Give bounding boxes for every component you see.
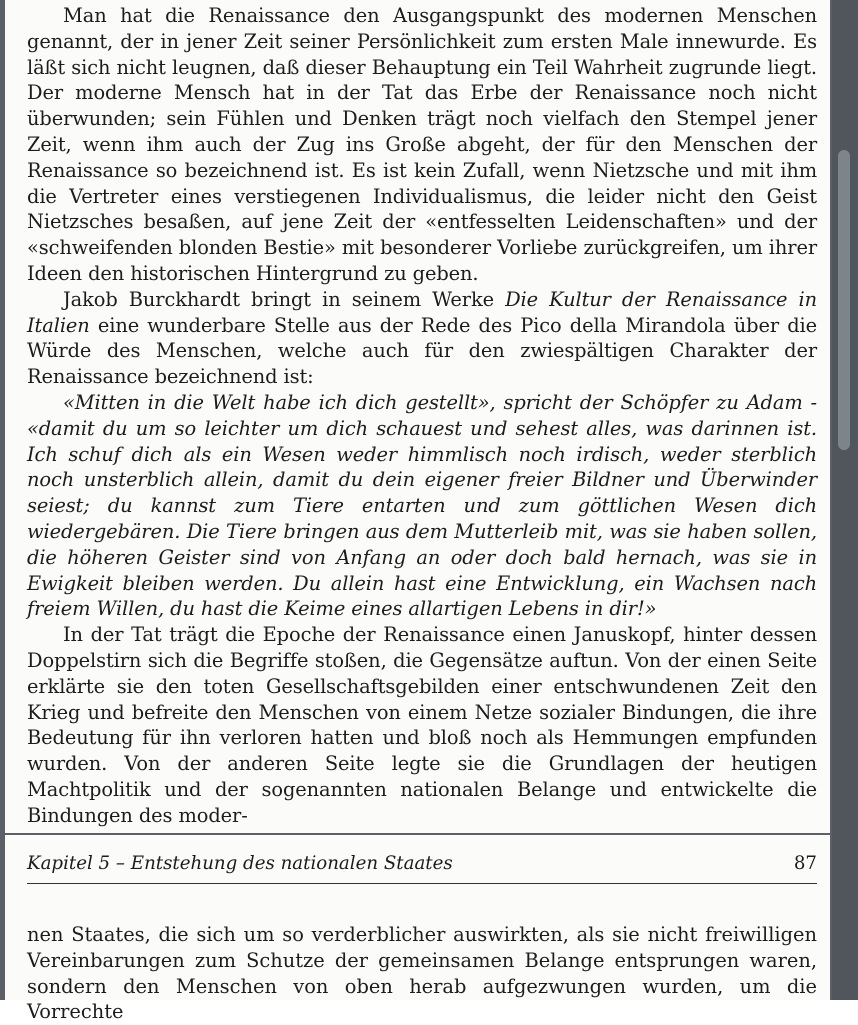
vertical-scrollbar[interactable]: [832, 0, 858, 1000]
paragraph-burckhardt: [27, 287, 817, 390]
page-86: [5, 0, 830, 833]
paragraph-burckhardt-rest: eine wunderbare Stelle aus der Rede des Pico della Mirandola über die Würde des Menschen, welche auch für den zwiespältigen Charakter der Renaissance bezeichnend ist:: [27, 313, 817, 389]
paragraph-continuation: nen Staates, die sich um so verderblicher auswirkten, als sie nicht freiwilligen Vereinbarungen zum Schutze der gemeinsamen Belange entsprungen waren, sondern den Menschen von oben herab aufgezwungen wurden, um die Vorrechte: [27, 923, 817, 1024]
book-title: Die Kultur der Renaissance in Italien: [27, 287, 817, 337]
paragraph-renaissance-intro: Man hat die Renaissance den Ausgangspunkt des modernen Menschen genannt, der in jener Zeit seiner Persönlichkeit zum ersten Male innewurde. Es läßt sich nicht leugnen, daß dieser Behauptung ein Teil Wahrheit zugrunde liegt. Der moderne Mensch hat in der Tat das Erbe der Renaissance noch nicht überwunden; sein Fühlen und Denken trägt noch vielfach den Stempel jener Zeit, wenn ihm auch der Zug ins Große abgeht, der für den Menschen der Renaissance so bezeichnend ist. Es ist kein Zufall, wenn Nietzsche und mit ihm die Vertreter eines verstiegenen Individualismus, die leider nicht den Geist Nietzsches besaßen, auf jene Zeit der «entfesselten Leidenschaften» und der «schweifenden blonden Bestie» mit besonderer Vorliebe zurückgreifen, um ihrer Ideen den historischen Hintergrund zu geben.: [27, 4, 817, 285]
header-rule: [27, 883, 817, 884]
pico-quote: «Mitten in die Welt habe ich dich gestellt», spricht der Schöpfer zu Adam - «damit du um so leichter um dich schauest und sehest alles, was darinnen ist. Ich schuf dich als ein Wesen weder himmlisch noch irdisch, weder sterblich noch unsterblich allein, damit du dein eigener freier Bildner und Überwinder seiest; du kannst zum Tiere entarten und zum göttlichen Wesen dich wiedergebären. Die Tiere bringen aus dem Mutterleib mit, was sie haben sollen, die höheren Geister sind von Anfang an oder doch bald hernach, was sie in Ewigkeit bleiben werden. Du allein hast eine Entwicklung, ein Wachsen nach freiem Willen, du hast die Keime eines allartigen Lebens in dir!»: [27, 390, 817, 621]
page-header: [27, 853, 817, 879]
page-87-body: [27, 922, 817, 1025]
running-head: Kapitel 5 – Entstehung des nationalen Staates: [27, 853, 453, 874]
paragraph-burckhardt-lead: Jakob Burckhardt bringt in seinem Werke: [63, 287, 506, 311]
scrollbar-thumb[interactable]: [838, 150, 850, 450]
page-number: 87: [793, 853, 817, 874]
page-86-body: [27, 3, 817, 829]
page-87: [5, 835, 830, 1024]
paragraph-januskopf: In der Tat trägt die Epoche der Renaissance einen Januskopf, hinter dessen Doppelstirn sich die Begriffe stoßen, die Gegensätze auftun. Von der einen Seite erklärte sie den toten Gesellschaftsgebilden einer entschwundenen Zeit den Krieg und befreite den Menschen von einem Netze sozialer Bindungen, die ihre Bedeutung für ihn verloren hatten und bloß noch als Hemmungen empfunden wurden. Von der anderen Seite legte sie die Grundlagen der heutigen Machtpolitik und der sogenannten nationalen Belange und entwickelte die Bindungen des moder-: [27, 623, 817, 827]
